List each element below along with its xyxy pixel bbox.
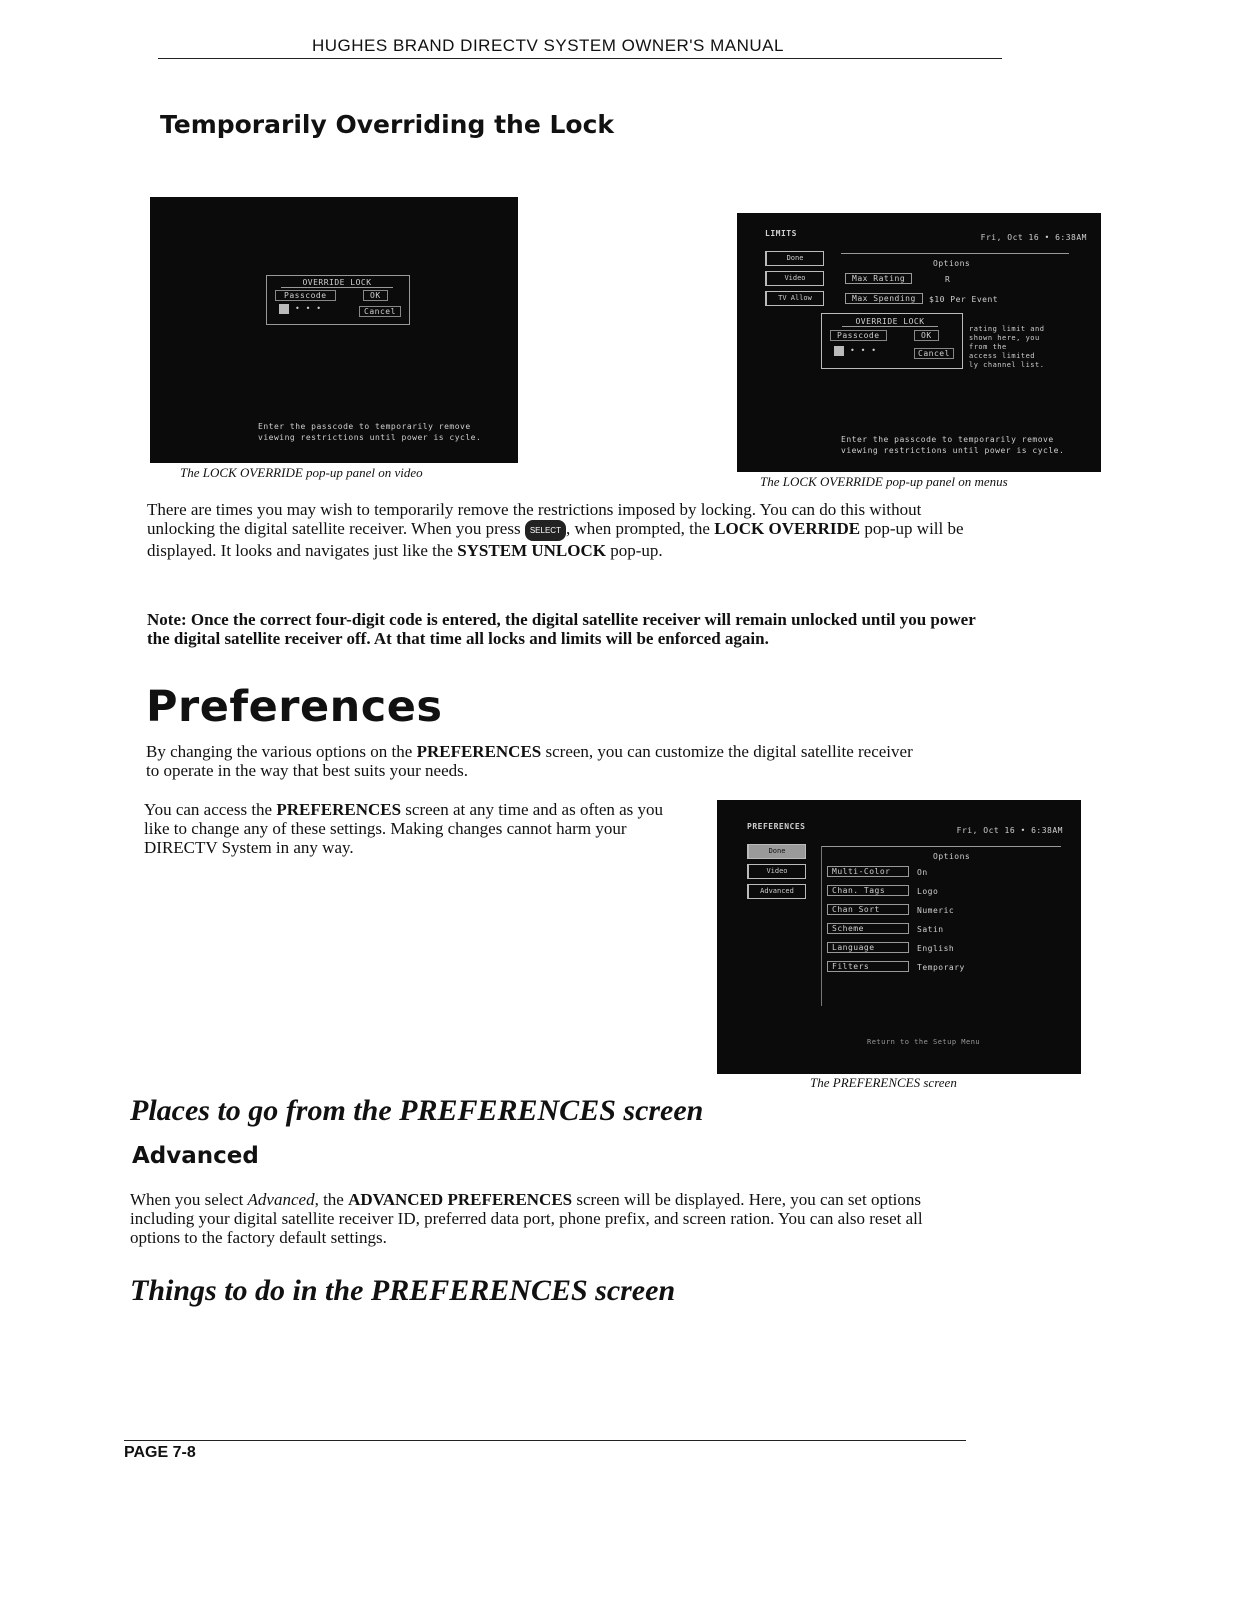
pref-row-value: Logo	[917, 887, 939, 896]
pref-options-header: Options	[933, 852, 971, 861]
advanced-paragraph	[130, 1190, 970, 1247]
options-rule	[841, 253, 1069, 254]
lock-override-term: LOCK OVERRIDE	[714, 519, 861, 538]
para-text: screen will be displayed. Here, you can set options including your digital satellite receiver ID, preferred data port, phone prefix, and screen ration. You can also reset all options to the factory default settings.	[130, 1190, 923, 1247]
pref-row-value: Satin	[917, 925, 944, 934]
advanced-heading: Advanced	[132, 1143, 259, 1169]
side-line-2: shown here, you	[969, 334, 1040, 342]
tv-allow-button[interactable]: TV Allow	[765, 291, 824, 306]
preferences-paragraph-1	[146, 742, 926, 780]
para-text: pop-up.	[605, 540, 663, 560]
pref-options-vrule	[821, 846, 822, 1006]
pref-row-value: On	[917, 868, 928, 877]
para-text: screen at any time and as often as you like to change any of these settings. Making changes cannot harm your DIRECTV System in any way.	[144, 800, 664, 857]
footer-rule	[124, 1440, 966, 1441]
para-text: By changing the various options on the	[146, 742, 417, 761]
max-rating-value: R	[945, 275, 951, 284]
pref-row-label[interactable]: Scheme	[827, 923, 909, 934]
ok-button-menus[interactable]: OK	[914, 330, 939, 341]
side-line-5: ly channel list.	[969, 361, 1045, 369]
pref-done-button[interactable]: Done	[747, 844, 806, 859]
pref-row-label[interactable]: Chan. Tags	[827, 885, 909, 896]
cancel-button[interactable]: Cancel	[359, 306, 401, 317]
menus-instruction-line-2: viewing restrictions until power is cycle.	[841, 446, 1065, 455]
pref-row-label[interactable]: Filters	[827, 961, 909, 972]
system-unlock-term: SYSTEM UNLOCK	[457, 540, 606, 560]
pref-row-label[interactable]: Language	[827, 942, 909, 953]
para-text: screen, you can customize the digital satellite receiver to operate in the way that best suits your needs.	[146, 742, 913, 780]
preferences-paragraph-2	[144, 800, 674, 857]
page-number: PAGE 7-8	[124, 1444, 196, 1461]
digit-cursor-icon-menus	[834, 346, 844, 356]
passcode-label-menus: Passcode	[830, 330, 887, 341]
override-lock-title: OVERRIDE LOCK	[281, 278, 393, 288]
running-header-text: HUGHES BRAND DIRECTV SYSTEM OWNER'S MANUAL	[312, 36, 784, 55]
preferences-term: PREFERENCES	[416, 742, 542, 761]
preferences-term: PREFERENCES	[276, 800, 402, 819]
para-text: There are times you may wish to temporarily remove the restrictions imposed by locking. You can do this without unlocking the digital satellite receiver. When you press	[147, 500, 922, 538]
pref-advanced-button[interactable]: Advanced	[747, 884, 806, 899]
pref-screen-date: Fri, Oct 16 • 6:38AM	[956, 826, 1063, 835]
video-button[interactable]: Video	[765, 271, 824, 286]
limits-date: Fri, Oct 16 • 6:38AM	[980, 233, 1087, 242]
pref-options-rule	[821, 846, 1061, 847]
caption-preferences: The PREFERENCES screen	[810, 1075, 957, 1090]
pref-row-label[interactable]: Multi-Color	[827, 866, 909, 877]
preferences-title: Preferences	[146, 682, 443, 732]
pref-row-value: English	[917, 944, 955, 953]
para-text: , the	[314, 1190, 349, 1209]
lock-override-menus-image	[737, 213, 1101, 472]
pref-row-value: Numeric	[917, 906, 955, 915]
caption-right: The LOCK OVERRIDE pop-up panel on menus	[760, 474, 1008, 489]
passcode-label: Passcode	[275, 290, 336, 301]
side-line-3: from the	[969, 343, 1007, 351]
advanced-preferences-term: ADVANCED PREFERENCES	[348, 1190, 573, 1209]
max-rating-label[interactable]: Max Rating	[845, 273, 912, 284]
pref-video-button[interactable]: Video	[747, 864, 806, 879]
advanced-term: Advanced	[247, 1190, 315, 1209]
pref-row-value: Temporary	[917, 963, 965, 972]
max-spending-label[interactable]: Max Spending	[845, 293, 923, 304]
caption-left: The LOCK OVERRIDE pop-up panel on video	[180, 465, 423, 480]
section-title: Temporarily Overriding the Lock	[160, 110, 615, 139]
para-text: , when prompted, the	[565, 519, 715, 538]
para-text: You can access the	[144, 800, 277, 819]
para-text: pop-up will be displayed. It looks and navigates just like the	[147, 519, 964, 560]
select-button-icon: SELECT	[525, 520, 566, 541]
max-spending-value: $10 Per Event	[929, 295, 999, 304]
menus-instruction-line-1: Enter the passcode to temporarily remove	[841, 435, 1054, 444]
pref-footer-text: Return to the Setup Menu	[867, 1038, 981, 1046]
header-rule	[158, 58, 1002, 59]
places-heading: Places to go from the PREFERENCES screen	[130, 1094, 704, 1127]
limits-title: LIMITS	[765, 229, 797, 238]
digit-cursor-icon	[279, 304, 289, 314]
ok-button[interactable]: OK	[363, 290, 388, 301]
pref-row-label[interactable]: Chan Sort	[827, 904, 909, 915]
lock-override-video-image	[150, 197, 518, 463]
side-line-1: rating limit and	[969, 325, 1045, 333]
done-button[interactable]: Done	[765, 251, 824, 266]
override-paragraph	[147, 500, 977, 560]
override-lock-panel-menus	[821, 313, 963, 369]
digit-dots: • • •	[295, 304, 322, 313]
side-line-4: access limited	[969, 352, 1036, 360]
note-paragraph: Note: Once the correct four-digit code is entered, the digital satellite receiver will remain unlocked until you power the digital satellite receiver off. At that time all locks and limits will be enforced again.	[147, 610, 976, 648]
things-heading: Things to do in the PREFERENCES screen	[130, 1274, 676, 1307]
options-header: Options	[933, 259, 971, 268]
digit-dots-menus: • • •	[850, 346, 877, 355]
para-text: When you select	[130, 1190, 248, 1209]
preferences-screen-image	[717, 800, 1081, 1074]
override-lock-title-menus: OVERRIDE LOCK	[842, 317, 938, 327]
cancel-button-menus[interactable]: Cancel	[914, 348, 954, 359]
override-lock-panel	[266, 275, 410, 325]
instruction-line-2: viewing restrictions until power is cycle.	[258, 433, 482, 442]
pref-screen-title: PREFERENCES	[747, 822, 806, 831]
instruction-line-1: Enter the passcode to temporarily remove	[258, 422, 471, 431]
